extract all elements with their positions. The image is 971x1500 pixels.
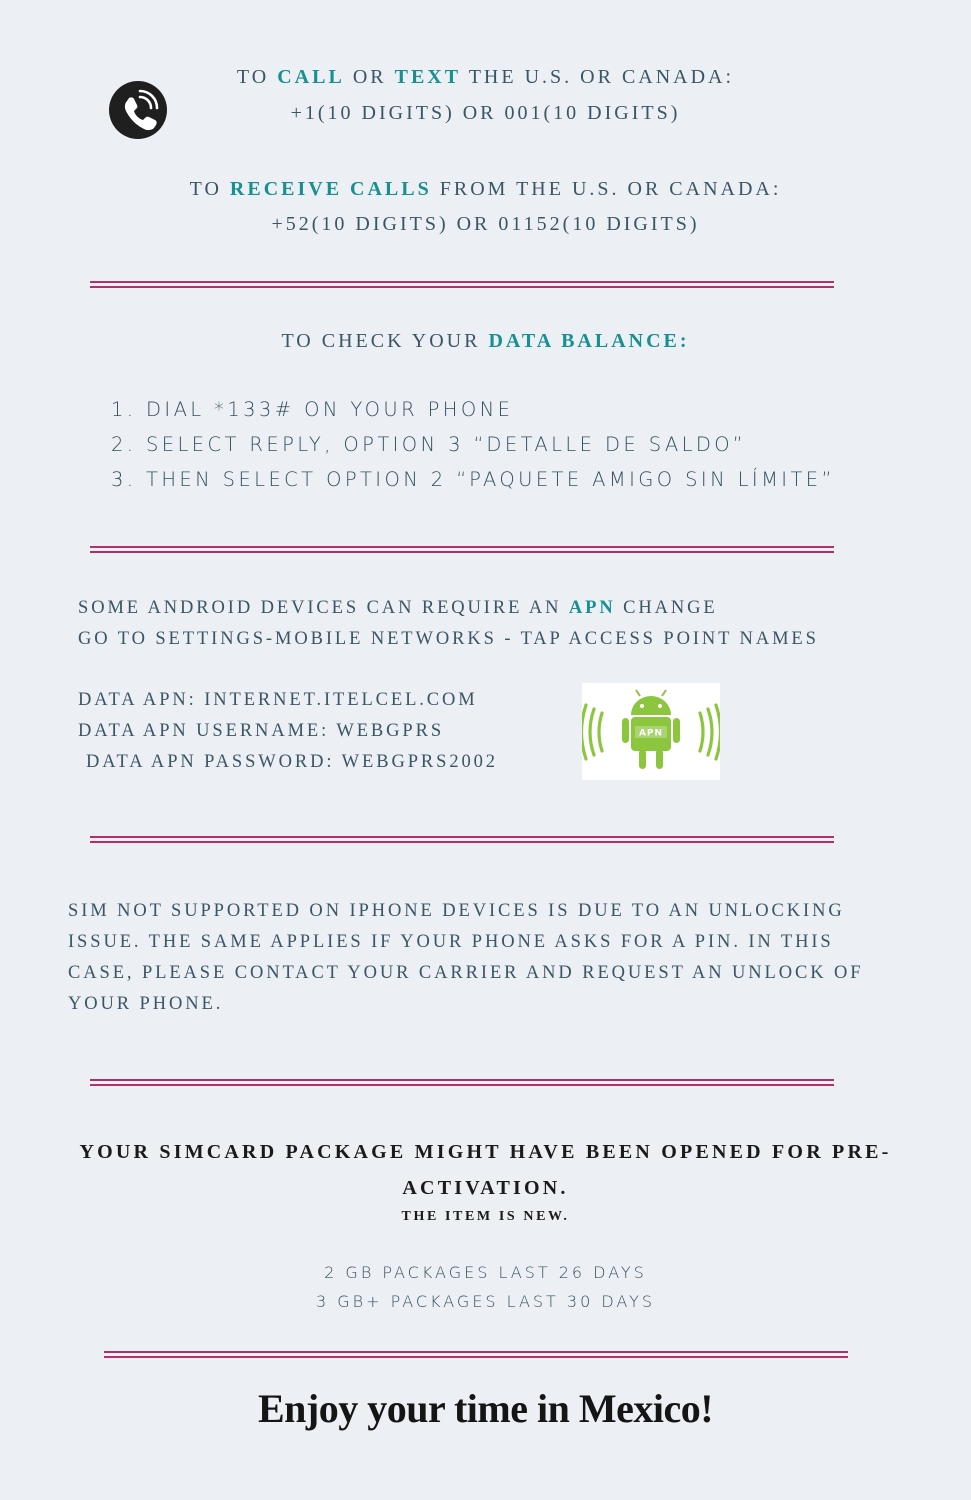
section-divider [90, 836, 834, 843]
data-balance-highlight: DATA BALANCE: [488, 330, 690, 352]
iphone-notice-line: CASE, PLEASE CONTACT YOUR CARRIER AND REQUEST AN UNLOCK OF [68, 963, 864, 983]
apn-field: DATA APN USERNAME: WEBGPRS [78, 721, 445, 741]
iphone-notice-line: ISSUE. THE SAME APPLIES IF YOUR PHONE ASKS FOR A PIN. IN THIS [68, 932, 834, 952]
android-apn-icon [582, 683, 720, 780]
package-duration: 2 GB PACKAGES LAST 26 DAYS [324, 1263, 647, 1282]
balance-step: 3. THEN SELECT OPTION 2 “PAQUETE AMIGO SIN LÍMITE” [111, 468, 835, 491]
data-balance-heading: TO CHECK YOUR DATA BALANCE: [281, 330, 690, 352]
iphone-notice-line: YOUR PHONE. [68, 994, 224, 1014]
call-highlight: CALL [277, 66, 345, 88]
receive-calls-line: TO RECEIVE CALLS FROM THE U.S. OR CANADA: [189, 178, 782, 200]
iphone-notice-line: SIM NOT SUPPORTED ON IPHONE DEVICES IS DUE TO AN UNLOCKING [68, 901, 845, 921]
section-divider [90, 546, 834, 553]
package-warning-line: ACTIVATION. [402, 1177, 569, 1199]
call-text-line: TO CALL OR TEXT THE U.S. OR CANADA: [236, 66, 735, 88]
balance-step: 1. DIAL *133# ON YOUR PHONE [111, 398, 514, 421]
apn-highlight: APN [568, 598, 616, 618]
package-warning-line: YOUR SIMCARD PACKAGE MIGHT HAVE BEEN OPENED FOR PRE- [79, 1141, 892, 1163]
section-divider [90, 1079, 834, 1086]
apn-logo-text: APN [638, 728, 664, 739]
apn-notice-line: SOME ANDROID DEVICES CAN REQUIRE AN APN CHANGE [78, 598, 718, 618]
balance-step: 2. SELECT REPLY, OPTION 3 “DETALLE DE SALDO” [111, 433, 747, 456]
apn-settings-path: GO TO SETTINGS-MOBILE NETWORKS - TAP ACCESS POINT NAMES [78, 629, 819, 649]
receive-calls-highlight: RECEIVE CALLS [229, 178, 432, 200]
closing-message: Enjoy your time in Mexico! [257, 1386, 714, 1431]
section-divider [90, 281, 834, 288]
receive-dial-format: +52(10 DIGITS) OR 01152(10 DIGITS) [271, 213, 700, 235]
text-highlight: TEXT [394, 66, 462, 88]
apn-field: DATA APN PASSWORD: WEBGPRS2002 [86, 752, 498, 772]
item-new-note: THE ITEM IS NEW. [401, 1209, 570, 1224]
call-dial-format: +1(10 DIGITS) OR 001(10 DIGITS) [290, 102, 681, 124]
section-divider [104, 1351, 848, 1358]
apn-field: DATA APN: INTERNET.ITELCEL.COM [78, 690, 478, 710]
package-duration: 3 GB+ PACKAGES LAST 30 DAYS [315, 1292, 656, 1311]
